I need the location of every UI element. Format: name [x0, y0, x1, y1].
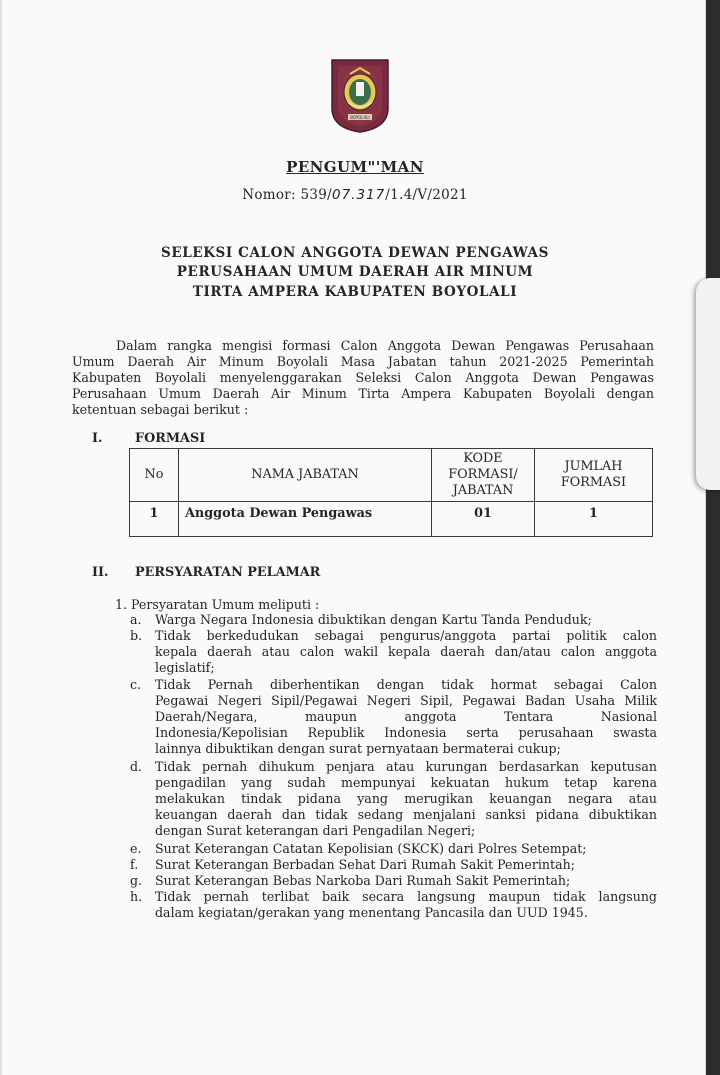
cell-nama-jabatan: Anggota Dewan Pengawas: [179, 502, 432, 537]
header-kode-formasi: KODE FORMASI/ JABATAN: [432, 449, 535, 502]
header-jumlah-formasi: JUMLAH FORMASI: [535, 449, 653, 502]
list-item-label: g.: [130, 873, 143, 888]
list-item-line: dalam kegiatan/gerakan yang menentang Pancasila dan UUD 1945.: [155, 905, 588, 920]
list-item-line: Pegawai Negeri Sipil/Pegawai Negeri Sipil, Pegawai Badan Usaha Milik: [155, 693, 657, 708]
list-item-label: f.: [130, 857, 139, 872]
section-2-number: II.: [92, 565, 109, 580]
intro-line: Perusahaan Umum Daerah Air Minum Tirta Ampera Kabupaten Boyolali dengan: [72, 386, 654, 401]
section-1-title: FORMASI: [135, 431, 206, 446]
cell-jumlah-formasi: 1: [535, 502, 653, 537]
list-item-line: legislatif;: [155, 660, 215, 675]
list-item-line: Tidak pernah dihukum penjara atau kurungan berdasarkan keputusan: [155, 759, 657, 774]
list-item-line: Surat Keterangan Berbadan Sehat Dari Rumah Sakit Pemerintah;: [155, 857, 575, 872]
nomor-suffix: /1.4/V/2021: [385, 187, 468, 203]
section-1-number: I.: [92, 431, 103, 446]
scrollbar-thumb[interactable]: [696, 278, 720, 490]
intro-line: Umum Daerah Air Minum Boyolali Masa Jabatan tahun 2021-2025 Pemerintah: [72, 354, 654, 369]
intro-paragraph: [72, 338, 654, 418]
intro-line: Kabupaten Boyolali menyelenggarakan Seleksi Calon Anggota Dewan Pengawas: [72, 370, 654, 385]
boyolali-emblem-icon: [330, 58, 390, 134]
list-item-label: b.: [130, 628, 143, 643]
list-item-line: Daerah/Negara, maupun anggota Tentara Nasional: [155, 709, 657, 724]
table-header-row: [130, 449, 653, 502]
title-line-2: PERUSAHAAN UMUM DAERAH AIR MINUM: [176, 264, 534, 280]
nomor-prefix: Nomor: 539/: [242, 187, 332, 203]
list-item-label: c.: [130, 677, 142, 692]
emblem-text: BOYOLALI: [350, 115, 370, 120]
section-2-title: PERSYARATAN PELAMAR: [135, 565, 321, 580]
list-item-line: kepala daerah atau calon wakil kepala daerah dan/atau calon anggota: [155, 644, 657, 659]
list-item-line: Surat Keterangan Catatan Kepolisian (SKCK) dari Polres Setempat;: [155, 841, 587, 856]
intro-line: Dalam rangka mengisi formasi Calon Anggota Dewan Pengawas Perusahaan: [116, 338, 654, 353]
list-item-line: Surat Keterangan Bebas Narkoba Dari Rumah Sakit Pemerintah;: [155, 873, 571, 888]
header-nama-jabatan: NAMA JABATAN: [179, 449, 432, 502]
list-item-line: pengadilan yang sudah mempunyai kekuatan hukum tetap karena: [155, 775, 657, 790]
list-item-label: a.: [130, 612, 142, 627]
cell-kode-formasi: 01: [432, 502, 535, 537]
list-item-line: keuangan daerah dan tidak sedang menjalani sanksi pidana dibuktikan: [155, 807, 657, 822]
table-row: [130, 502, 653, 537]
document-number: [2, 187, 706, 203]
header-no: No: [130, 449, 179, 502]
list-item-line: Tidak berkedudukan sebagai pengurus/anggota partai politik calon: [155, 628, 657, 643]
list-item-label: h.: [130, 889, 143, 904]
title-line-1: SELEKSI CALON ANGGOTA DEWAN PENGAWAS: [161, 245, 549, 261]
list-item-label: e.: [130, 841, 142, 856]
intro-line: ketentuan sebagai berikut :: [72, 402, 249, 417]
list-item-line: Tidak pernah terlibat baik secara langsung maupun tidak langsung: [155, 889, 657, 904]
document-heading: PENGUM"'MAN: [286, 158, 424, 176]
viewer-background: [706, 0, 720, 1075]
list-item-label: d.: [130, 759, 143, 774]
list-item-line: Warga Negara Indonesia dibuktikan dengan Kartu Tanda Penduduk;: [155, 612, 592, 627]
formasi-table: [129, 448, 653, 537]
list-item-line: lainnya dibuktikan dengan surat pernyataan bermaterai cukup;: [155, 741, 561, 756]
list-item-line: Tidak Pernah diberhentikan dengan tidak hormat sebagai Calon: [155, 677, 657, 692]
list-item-line: dengan Surat keterangan dari Pengadilan Negeri;: [155, 823, 476, 838]
list-item-line: melakukan tindak pidana yang merugikan keuangan negara atau: [155, 791, 657, 806]
nomor-handwritten: 07.317: [332, 187, 386, 203]
list-item-line: Indonesia/Kepolisian Republik Indonesia serta perusahaan swasta: [155, 725, 657, 740]
title-line-3: TIRTA AMPERA KABUPATEN BOYOLALI: [192, 284, 518, 300]
requirements-intro: 1. Persyaratan Umum meliputi :: [115, 597, 320, 612]
cell-no: 1: [130, 502, 179, 537]
